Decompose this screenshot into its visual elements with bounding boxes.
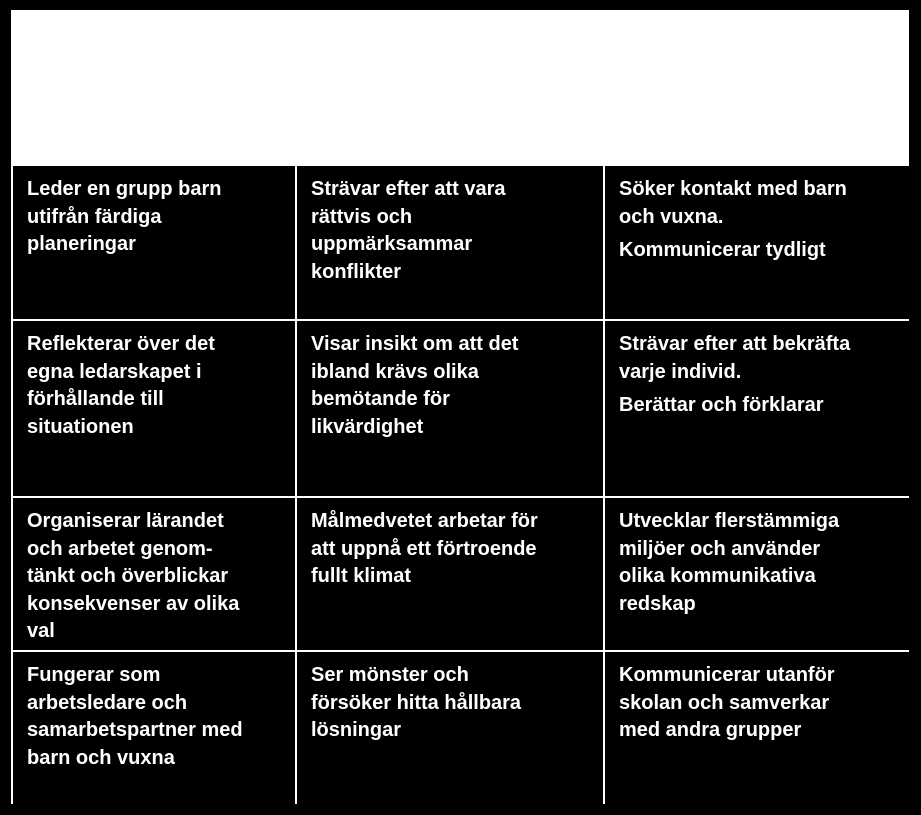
cell-text: Utvecklar flerstämmiga miljöer och använder olika kommunikativa redskap — [619, 510, 840, 615]
competency-table — [11, 164, 909, 804]
table-cell — [605, 321, 909, 496]
table-cell — [13, 498, 295, 650]
cell-text: Ser mönster och försöker hitta hållbara lösningar — [311, 664, 522, 741]
cell-text: Leder en grupp barn utifrån färdiga planeringar — [27, 178, 222, 255]
cell-text: Strävar efter att vara rättvis och uppmärksammar konflikter — [311, 178, 506, 283]
cell-text: Visar insikt om att det ibland krävs olika bemötande för likvärdighet — [311, 333, 519, 438]
cell-text: Strävar efter att bekräfta varje individ. — [619, 333, 851, 383]
table-cell — [297, 652, 603, 804]
table-cell — [297, 166, 603, 319]
table-cell — [13, 321, 295, 496]
table-cell — [297, 498, 603, 650]
cell-text: Reflekterar över det egna ledarskapet i förhållande till situationen — [27, 333, 215, 438]
table-cell — [605, 652, 909, 804]
cell-text: Kommunicerar utanför skolan och samverkar med andra grupper — [619, 664, 835, 741]
cell-text: Söker kontakt med barn och vuxna. — [619, 178, 847, 228]
table-cell — [13, 166, 295, 319]
table-cell — [605, 498, 909, 650]
table-cell — [605, 166, 909, 319]
cell-text: Kommunicerar tydligt — [619, 239, 826, 261]
table-cell — [297, 321, 603, 496]
cell-text: Berättar och förklarar — [619, 394, 824, 416]
table-cell — [13, 652, 295, 804]
cell-text: Målmedvetet arbetar för att uppnå ett förtroende fullt klimat — [311, 510, 538, 587]
header-panel — [11, 10, 909, 164]
cell-text: Fungerar som arbetsledare och samarbetspartner med barn och vuxna — [27, 664, 243, 769]
cell-text: Organiserar lärandet och arbetet genom- tänkt och överblickar konsekvenser av olika val — [27, 510, 240, 642]
